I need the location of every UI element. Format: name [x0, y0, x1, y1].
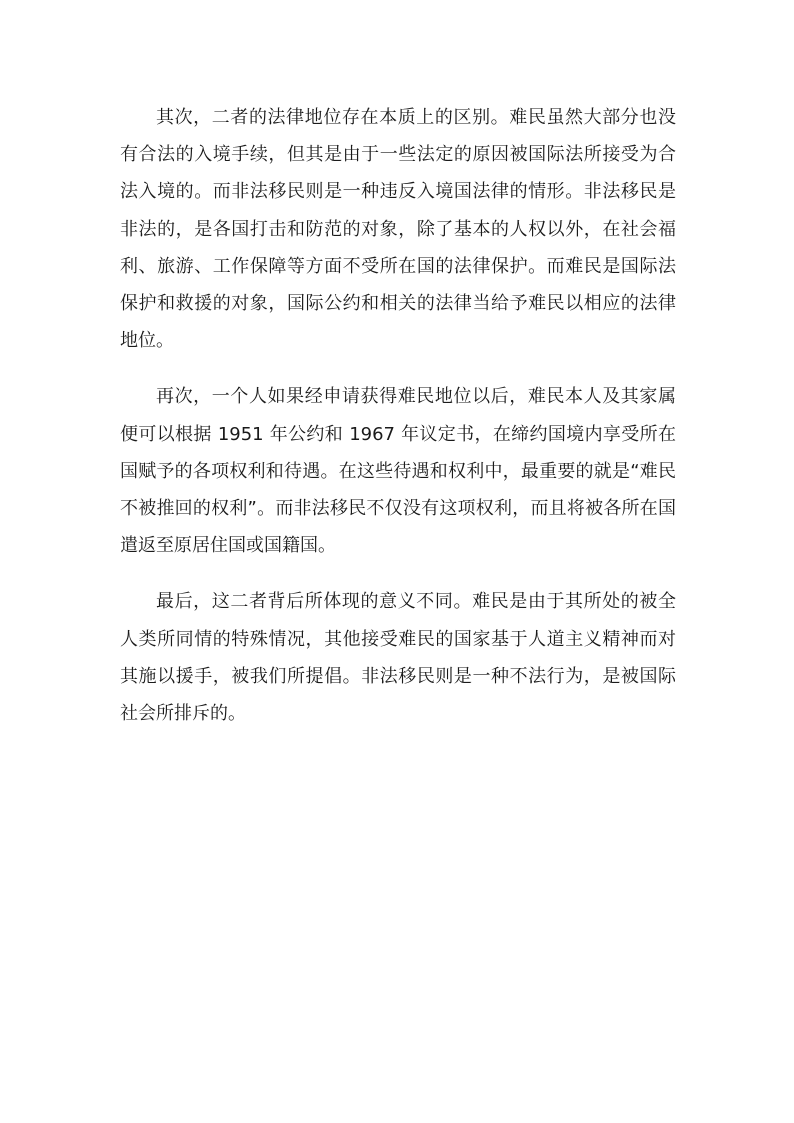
paragraph-secondly: 其次，二者的法律地位存在本质上的区别。难民虽然大部分也没有合法的入境手续，但其是由于一些法定的原因被国际法所接受为合法入境的。而非法移民则是一种违反入境国法律的情形。非法移民是非法的，是各国打击和防范的对象，除了基本的人权以外，在社会福利、旅游、工作保障等方面不受所在国的法律保护。而难民是国际法保护和救援的对象，国际公约和相关的法律当给予难民以相应的法律地位。 — [120, 107, 676, 352]
document-body — [120, 99, 676, 732]
paragraph-finally: 最后，这二者背后所体现的意义不同。难民是由于其所处的被全人类所同情的特殊情况，其他接受难民的国家基于人道主义精神而对其施以援手，被我们所提倡。非法移民则是一种不法行为，是被国际社会所排斥的。 — [120, 591, 676, 725]
paragraph-thirdly: 再次，一个人如果经申请获得难民地位以后，难民本人及其家属便可以根据 1951 年公约和 1967 年议定书，在缔约国境内享受所在国赋予的各项权利和待遇。在这些待遇和权利中，最重要的就是“难民不被推回的权利”。而非法移民不仅没有这项权利，而且将被各所在国遣返至原居住国或国籍国。 — [120, 386, 676, 557]
